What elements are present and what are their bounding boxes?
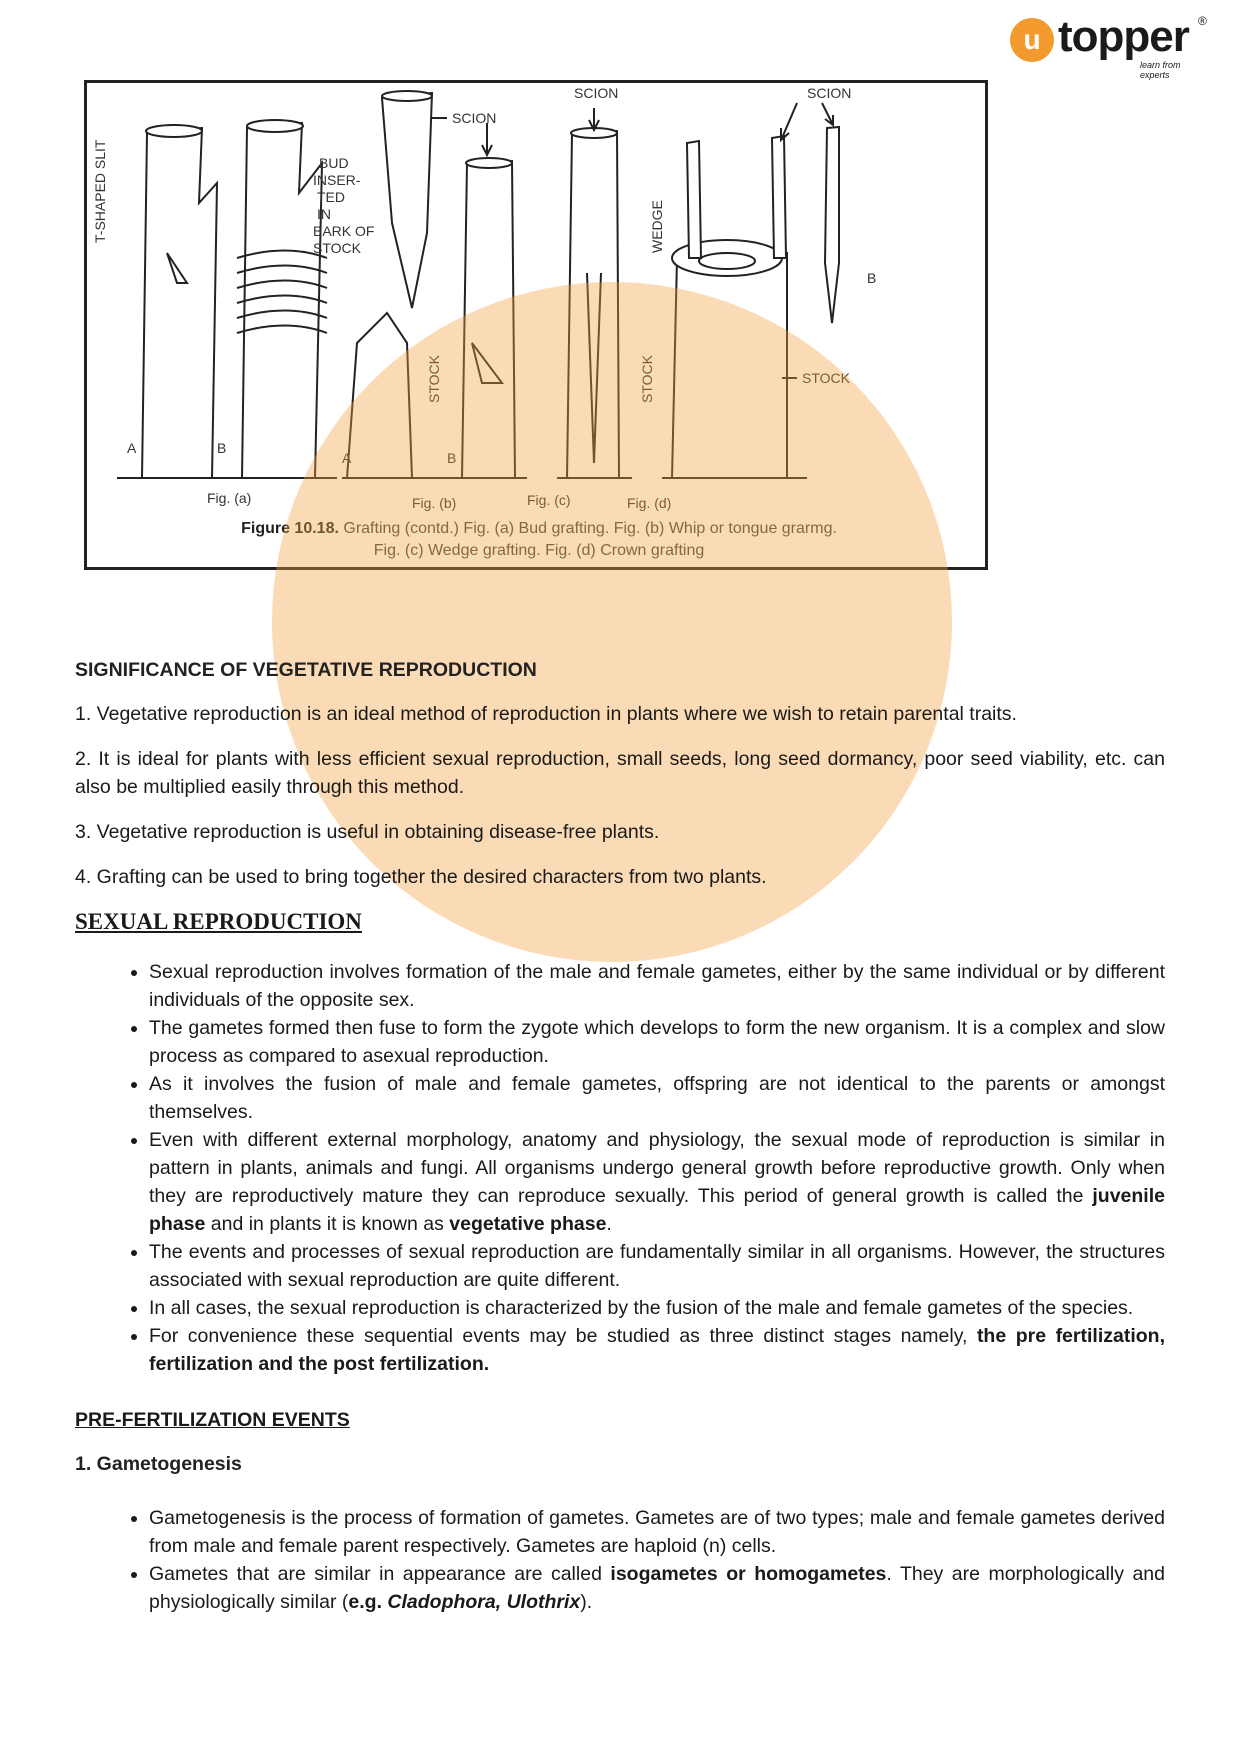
caption-line-1: Grafting (contd.) Fig. (a) Bud grafting. Fig. (b) Whip or tongue grarmg. bbox=[343, 520, 837, 537]
label-a-fig-a: A bbox=[127, 440, 137, 456]
label-fig-d: Fig. (d) bbox=[627, 495, 672, 511]
juvenile-text-1: Even with different external morphology, anatomy and physiology, the sexual mode of reproduction is similar in pattern in plants, animals and fungi. All organisms undergo general growth before reproductive growth. Only when they are reproductively mature they can reproduce sexually. This period of general growth is called the bbox=[149, 1129, 1165, 1207]
list-item: • The events and processes of sexual reproduction are fundamentally similar in all organisms. However, the structures associated with sexual reproduction are quite different. bbox=[149, 1238, 1165, 1294]
document-body bbox=[75, 656, 1165, 1644]
label-fig-b: Fig. (b) bbox=[412, 495, 457, 511]
isogamete-term: isogametes or homogametes bbox=[610, 1563, 887, 1585]
significance-point: 3. Vegetative reproduction is useful in obtaining disease-free plants. bbox=[75, 821, 660, 843]
significance-point: 4. Grafting can be used to bring together the desired characters from two plants. bbox=[75, 866, 767, 888]
juvenile-phase-term: juvenile phase bbox=[149, 1185, 1165, 1235]
label-a-fig-b: A bbox=[342, 450, 352, 466]
grafting-figure bbox=[84, 80, 988, 570]
significance-point: 2. It is ideal for plants with less efficient sexual reproduction, small seeds, long seed dormancy, poor seed viability, etc. can also be multiplied easily through this method. bbox=[75, 748, 1165, 798]
label-stock-c: STOCK bbox=[639, 355, 655, 403]
list-item: • The gametes formed then fuse to form the zygote which develops to form the new organism. It is a complex and slow process as compared to asexual reproduction. bbox=[149, 1014, 1165, 1070]
stages-term: the pre fertilization, fertilization and the post fertilization. bbox=[149, 1325, 1165, 1375]
brand-name: topper bbox=[1058, 12, 1189, 61]
pre-fertilization-heading: PRE-FERTILIZATION EVENTS bbox=[75, 1409, 350, 1431]
list-item bbox=[149, 1126, 1165, 1238]
isogamete-end: ). bbox=[580, 1591, 593, 1613]
isogamete-text: Gametes that are similar in appearance are called bbox=[149, 1563, 611, 1585]
significance-point: 1. Vegetative reproduction is an ideal method of reproduction in plants where we wish to retain parental traits. bbox=[75, 703, 1017, 725]
sexual-reproduction-list bbox=[75, 958, 1165, 1378]
list-item bbox=[149, 1322, 1165, 1378]
significance-heading: SIGNIFICANCE OF VEGETATIVE REPRODUCTION bbox=[75, 659, 537, 681]
label-fig-c: Fig. (c) bbox=[527, 492, 571, 508]
label-b-fig-d: B bbox=[867, 270, 877, 286]
u-circle-logo-icon: u bbox=[1010, 18, 1054, 62]
figure-caption bbox=[87, 518, 991, 562]
label-wedge: WEDGE bbox=[649, 200, 665, 253]
label-fig-a: Fig. (a) bbox=[207, 490, 252, 506]
label-bud-1: BUD bbox=[319, 155, 349, 171]
gametogenesis-subheading: 1. Gametogenesis bbox=[75, 1453, 242, 1475]
brand-tagline: learn from experts bbox=[1140, 60, 1181, 80]
label-stock-b: STOCK bbox=[426, 355, 442, 403]
list-item: • Gametogenesis is the process of formation of gametes. Gametes are of two types; male and female gametes derived from male and female parent respectively. Gametes are haploid (n) cells. bbox=[149, 1504, 1165, 1560]
list-item bbox=[149, 1560, 1165, 1616]
registered-mark-icon: ® bbox=[1198, 14, 1207, 28]
label-stock-d: STOCK bbox=[802, 370, 850, 386]
label-bud-5: BARK OF bbox=[313, 223, 375, 239]
grafting-illustration bbox=[87, 83, 991, 513]
sexual-reproduction-heading: SEXUAL REPRODUCTION bbox=[75, 909, 362, 934]
juvenile-text-3: . bbox=[606, 1213, 612, 1235]
example-species: Cladophora, Ulothrix bbox=[387, 1591, 581, 1613]
label-scion-c: SCION bbox=[574, 85, 619, 101]
caption-title: Figure 10.18. bbox=[241, 520, 339, 537]
label-bud-4: IN bbox=[317, 206, 331, 222]
list-item: • In all cases, the sexual reproduction is characterized by the fusion of the male and female gametes of the species. bbox=[149, 1294, 1165, 1322]
label-scion-d: SCION bbox=[807, 85, 852, 101]
list-item: • As it involves the fusion of male and female gametes, offspring are not identical to the parents or amongst themselves. bbox=[149, 1070, 1165, 1126]
caption-line-2: Fig. (c) Wedge grafting. Fig. (d) Crown grafting bbox=[373, 542, 705, 559]
juvenile-text-2: and in plants it is known as bbox=[205, 1213, 450, 1235]
label-bud-2: INSER- bbox=[313, 172, 361, 188]
label-b-fig-a: B bbox=[217, 440, 227, 456]
label-scion-b: SCION bbox=[452, 110, 497, 126]
label-bud-3: TED bbox=[317, 189, 345, 205]
vegetative-phase-term: vegetative phase bbox=[449, 1213, 607, 1235]
example-label: e.g. bbox=[348, 1591, 382, 1613]
label-b-fig-b: B bbox=[447, 450, 457, 466]
isogamete-text-2: . They are morphologically and physiologically similar ( bbox=[149, 1563, 1165, 1613]
label-bud-6: STOCK bbox=[313, 240, 361, 256]
gametogenesis-list bbox=[75, 1504, 1165, 1616]
label-t-slit: T-SHAPED SLIT bbox=[92, 139, 108, 243]
list-item: • Sexual reproduction involves formation of the male and female gametes, either by the same individual or by different individuals of the opposite sex. bbox=[149, 958, 1165, 1014]
stages-text: For convenience these sequential events may be studied as three distinct stages namely, bbox=[149, 1325, 977, 1347]
brand-logo bbox=[1010, 12, 1210, 80]
